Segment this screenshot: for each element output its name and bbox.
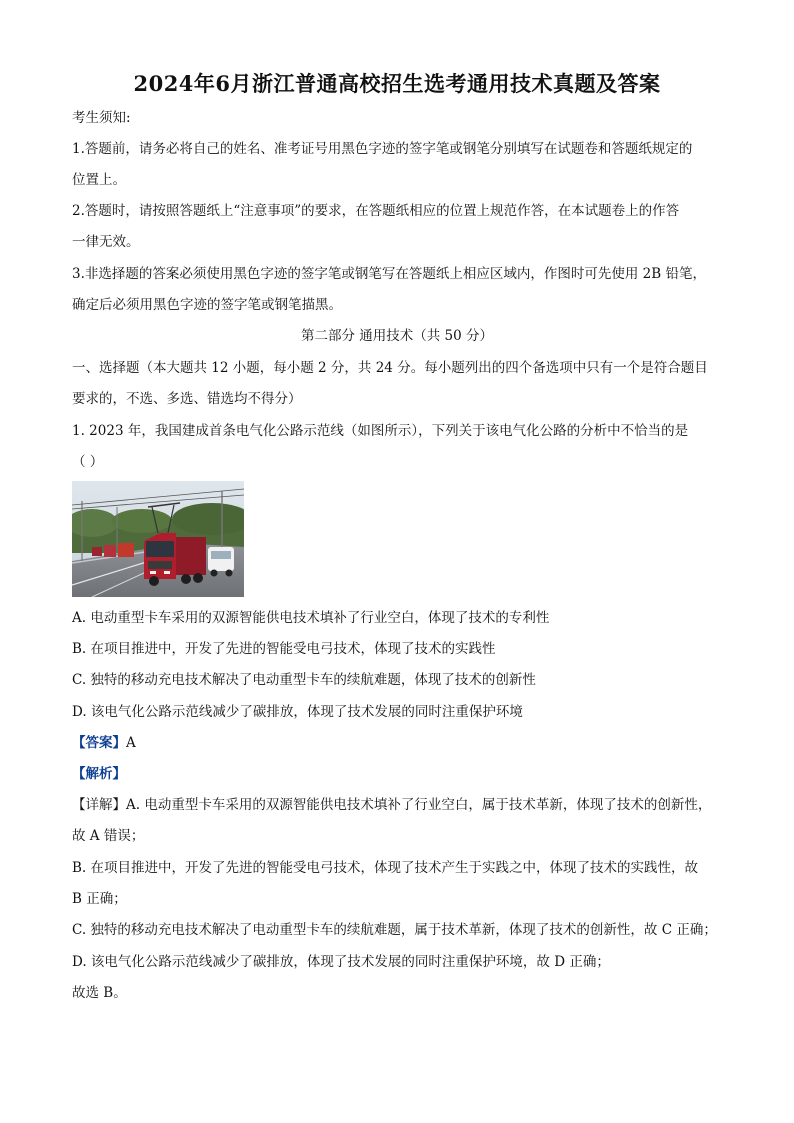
question-line-1: 1. 2023 年，我国建成首条电气化公路示范线（如图所示），下列关于该电气化公路的分析中不恰当的是 — [72, 423, 689, 439]
option-b: B. 在项目推进中，开发了先进的智能受电弓技术，体现了技术的实践性 — [72, 641, 496, 657]
analysis-line — [72, 764, 722, 784]
notice-line-6: 确定后必须用黑色字迹的签字笔或钢笔描黑。 — [72, 297, 342, 313]
notice-heading: 考生须知: — [72, 110, 131, 126]
detail-line-5: C. 独特的移动充电技术解决了电动重型卡车的续航难题，属于技术革新，体现了技术的创新性，故 C 正确； — [72, 922, 717, 938]
question-line-2: （ ） — [72, 454, 104, 470]
notice-line-2: 位置上。 — [72, 172, 126, 188]
detail-line-2: 故 A 错误； — [72, 828, 145, 844]
detail-line-3: B. 在项目推进中，开发了先进的智能受电弓技术，体现了技术产生于实践之中，体现了技术的实践性，故 — [72, 860, 699, 876]
analysis-label: 【解析】 — [72, 766, 126, 782]
page-title: 2024年6月浙江普通高校招生选考通用技术真题及答案 — [133, 71, 661, 96]
notice-line-1: 1.答题前，请务必将自己的姓名、准考证号用黑色字迹的签字笔或钢笔分别填写在试题卷和答题纸规定的 — [72, 141, 693, 157]
notice-line-4: 一律无效。 — [72, 234, 140, 250]
part-heading: 第二部分 通用技术（共 50 分） — [300, 328, 494, 344]
answer-line — [72, 733, 722, 753]
truck-highway-photo — [72, 481, 244, 597]
detail-line-6: D. 该电气化公路示范线减少了碳排放，体现了技术发展的同时注重保护环境，故 D 正确； — [72, 954, 610, 970]
answer-label: 【答案】 — [72, 735, 126, 751]
option-c: C. 独特的移动充电技术解决了电动重型卡车的续航难题，体现了技术的创新性 — [72, 672, 536, 688]
section-line-1: 一、选择题（本大题共 12 小题，每小题 2 分，共 24 分。每小题列出的四个备选项中只有一个是符合题目 — [72, 360, 708, 376]
option-a: A. 电动重型卡车采用的双源智能供电技术填补了行业空白，体现了技术的专利性 — [72, 610, 550, 626]
option-d: D. 该电气化公路示范线减少了碳排放，体现了技术发展的同时注重保护环境 — [72, 704, 523, 720]
detail-line-4: B 正确； — [72, 891, 127, 907]
detail-line-1: 【详解】A. 电动重型卡车采用的双源智能供电技术填补了行业空白，属于技术革新，体现了技术的创新性， — [72, 797, 712, 813]
truck-photo-illustration — [72, 481, 244, 597]
notice-line-5: 3.非选择题的答案必须使用黑色字迹的签字笔或钢笔写在答题纸上相应区域内，作图时可先使用 2B 铅笔， — [72, 266, 706, 282]
answer-value: A — [126, 735, 136, 751]
section-line-2: 要求的，不选、多选、错选均不得分） — [72, 391, 302, 407]
detail-line-7: 故选 B。 — [72, 985, 127, 1001]
notice-line-3: 2.答题时，请按照答题纸上“注意事项”的要求，在答题纸相应的位置上规范作答，在本试题卷上的作答 — [72, 203, 680, 219]
